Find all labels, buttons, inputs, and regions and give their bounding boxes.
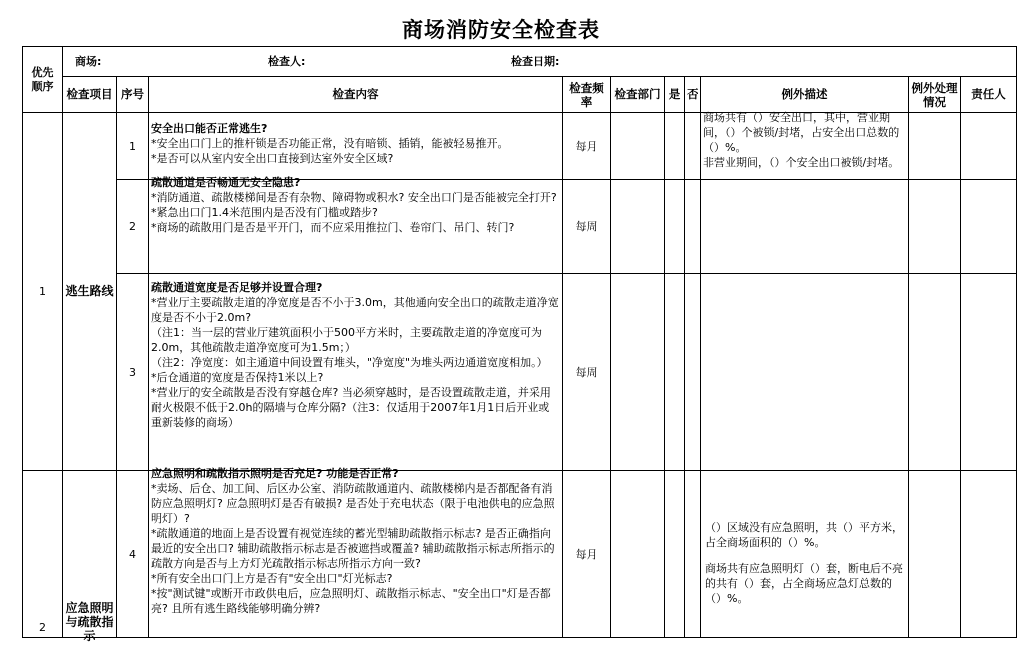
handling-cell[interactable]	[909, 274, 961, 471]
col-item-header: 检查项目	[63, 77, 117, 113]
table-row	[23, 180, 1017, 274]
exception-cell	[701, 274, 909, 471]
yes-cell[interactable]	[665, 180, 685, 274]
exception-cell	[701, 180, 909, 274]
yes-cell[interactable]	[665, 471, 685, 638]
seq-cell: 4	[117, 471, 149, 638]
dept-cell[interactable]	[611, 180, 665, 274]
col-dept-header: 检查部门	[611, 77, 665, 113]
check-item-cell: 应急照明与疏散指示	[63, 471, 117, 638]
content-cell: 疏散通道宽度是否足够并设置合理? *营业厅主要疏散走道的净宽度是否不小于3.0m，其他通向安全出口的疏散走道净宽度是否不小于2.0m? （注1：当一层的营业厅建筑面积小于500平方米时，主要疏散走道的净宽度可为2.0m，其他疏散走道净宽度可为1.5m；） （注2：净宽度：如主通道中间设置有堆头，"净宽度"为堆头两边通道宽度相加。） *后仓通道的宽度是否保持1米以上? *营业厅的安全疏散是否没有穿越仓库? 当必须穿越时，是否设置疏散走道，并采用耐火极限不低于2.0h的隔墙与仓库分隔?（注3：仅适用于2007年1月1日后开业或重新装修的商场）	[149, 274, 563, 471]
yes-cell[interactable]	[665, 274, 685, 471]
col-yes-header: 是	[665, 77, 685, 113]
priority-header: 优先顺序	[23, 47, 63, 113]
exception-cell: （）区域没有应急照明，共（）平方米，占全商场面积的（）%。 商场共有应急照明灯（）套，断电后不亮的共有（）套，占全商场应急灯总数的（）%。	[701, 471, 909, 638]
handling-cell[interactable]	[909, 113, 961, 180]
content-cell: 安全出口能否正常逃生? *安全出口门上的推杆锁是否功能正常，没有暗锁、插销，能被轻易推开。 *是否可以从室内安全出口直接到达室外安全区域?	[149, 113, 563, 180]
dept-cell[interactable]	[611, 471, 665, 638]
no-cell[interactable]	[685, 180, 701, 274]
table-row	[23, 274, 1017, 471]
owner-cell[interactable]	[961, 180, 1017, 274]
seq-cell: 3	[117, 274, 149, 471]
no-cell[interactable]	[685, 113, 701, 180]
col-owner-header: 责任人	[961, 77, 1017, 113]
owner-cell[interactable]	[961, 113, 1017, 180]
col-no-header: 否	[685, 77, 701, 113]
seq-cell: 2	[117, 180, 149, 274]
seq-cell: 1	[117, 113, 149, 180]
dept-cell[interactable]	[611, 113, 665, 180]
frequency-cell: 每月	[563, 471, 611, 638]
date-label: 检查日期:	[511, 55, 560, 68]
content-cell: 疏散通道是否畅通无安全隐患? *消防通道、疏散楼梯间是否有杂物、障碍物或积水? 安全出口门是否能被完全打开? *紧急出口门1.4米范围内是否没有门槛或踏步? *商场的疏散用门是否是平开门，而不应采用推拉门、卷帘门、吊门、转门?	[149, 180, 563, 274]
no-cell[interactable]	[685, 274, 701, 471]
table-row	[23, 113, 1017, 180]
exception-cell: 商场共有（）安全出口，其中，营业期间，（）个被锁/封堵，占安全出口总数的（）%。 非营业期间，（）个安全出口被锁/封堵。	[701, 113, 909, 180]
content-cell: 应急照明和疏散指示照明是否充足? 功能是否正常? *卖场、后仓、加工间、后区办公室、消防疏散通道内、疏散楼梯内是否都配备有消防应急照明灯? 应急照明灯是否有破损? 是否处于充电状态（限于电池供电的应急照明灯）? *疏散通道的地面上是否设置有视觉连续的蓄光型辅助疏散指示标志? 是否正确指向最近的安全出口? 辅助疏散指示标志是否被遮挡或覆盖? 辅助疏散指示标志所指示的疏散方向是否与上方灯光疏散指示标志所指示方向一致? *所有安全出口门上方是否有"安全出口"灯光标志? *按"测试键"或断开市政供电后，应急照明灯、疏散指示标志、"安全出口"灯是否都亮? 且所有逃生路线能够明确分辨?	[149, 471, 563, 638]
col-exception-header: 例外描述	[701, 77, 909, 113]
priority-cell: 1	[23, 113, 63, 471]
handling-cell[interactable]	[909, 471, 961, 638]
dept-cell[interactable]	[611, 274, 665, 471]
priority-cell: 2	[23, 471, 63, 638]
owner-cell[interactable]	[961, 471, 1017, 638]
frequency-cell: 每周	[563, 274, 611, 471]
no-cell[interactable]	[685, 471, 701, 638]
check-item-cell: 逃生路线	[63, 113, 117, 471]
inspection-table	[22, 46, 1017, 643]
frequency-cell: 每月	[563, 113, 611, 180]
col-frequency-header: 检查频率	[563, 77, 611, 113]
inspector-label: 检查人:	[268, 55, 306, 68]
handling-cell[interactable]	[909, 180, 961, 274]
col-seq-header: 序号	[117, 77, 149, 113]
yes-cell[interactable]	[665, 113, 685, 180]
col-content-header: 检查内容	[149, 77, 563, 113]
owner-cell[interactable]	[961, 274, 1017, 471]
mall-label: 商场:	[75, 55, 102, 68]
page-title: 商场消防安全检查表	[402, 18, 600, 42]
col-handling-header: 例外处理情况	[909, 77, 961, 113]
frequency-cell: 每周	[563, 180, 611, 274]
table-row	[23, 471, 1017, 638]
